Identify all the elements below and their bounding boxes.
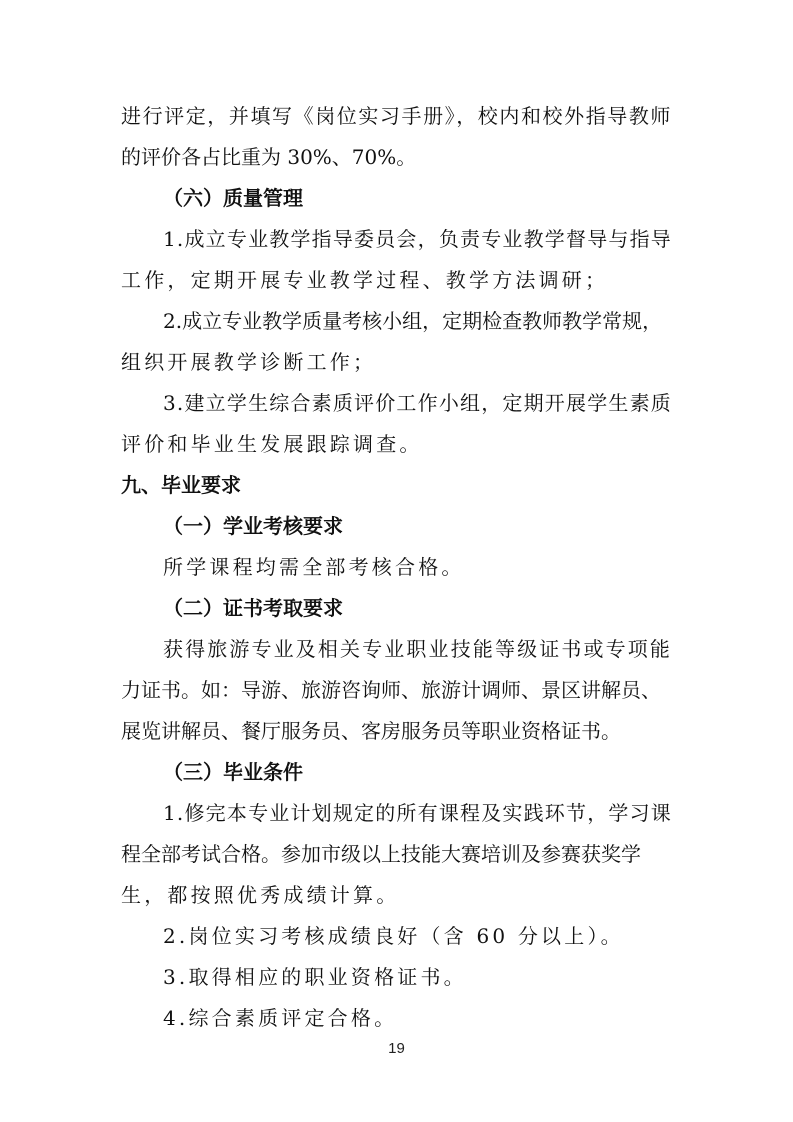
section-heading: （二）证书考取要求 xyxy=(163,596,343,620)
paragraph-line: 3.取得相应的职业资格证书。 xyxy=(163,965,467,989)
paragraph-line: 所学课程均需全部考核合格。 xyxy=(163,555,465,579)
paragraph-line: 1.修完本专业计划规定的所有课程及实践环节，学习课 xyxy=(163,801,672,825)
paragraph-line: 力证书。如：导游、旅游咨询师、旅游计调师、景区讲解员、 xyxy=(121,678,661,702)
paragraph-line: 2.成立专业教学质量考核小组，定期检查教师教学常规， xyxy=(163,309,663,333)
paragraph-line: 进行评定，并填写《岗位实习手册》，校内和校外指导教师 xyxy=(121,104,672,128)
paragraph-line: 程全部考试合格。参加市级以上技能大赛培训及参赛获奖学 xyxy=(121,842,641,866)
paragraph-line: 生，都按照优秀成绩计算。 xyxy=(121,883,400,907)
paragraph-line: 组织开展教学诊断工作； xyxy=(121,350,377,374)
paragraph-line: 工作，定期开展专业教学过程、教学方法调研； xyxy=(121,268,609,292)
paragraph-line: 1.成立专业教学指导委员会，负责专业教学督导与指导 xyxy=(163,227,672,251)
section-heading: （三）毕业条件 xyxy=(163,760,303,784)
paragraph-line: 2.岗位实习考核成绩良好（含 60 分以上）。 xyxy=(163,924,624,948)
section-heading: （六）质量管理 xyxy=(163,186,303,210)
paragraph-line: 评价和毕业生发展跟踪调查。 xyxy=(121,432,423,456)
chapter-heading: 九、毕业要求 xyxy=(121,473,241,497)
page-number: 19 xyxy=(388,1040,405,1057)
paragraph-line: 4.综合素质评定合格。 xyxy=(163,1006,398,1030)
paragraph-line: 展览讲解员、餐厅服务员、客房服务员等职业资格证书。 xyxy=(121,719,621,743)
paragraph-line: 3.建立学生综合素质评价工作小组，定期开展学生素质 xyxy=(163,391,672,415)
section-heading: （一）学业考核要求 xyxy=(163,514,343,538)
paragraph-line: 获得旅游专业及相关专业职业技能等级证书或专项能 xyxy=(163,637,672,661)
paragraph-line: 的评价各占比重为 30%、70%。 xyxy=(121,145,417,169)
